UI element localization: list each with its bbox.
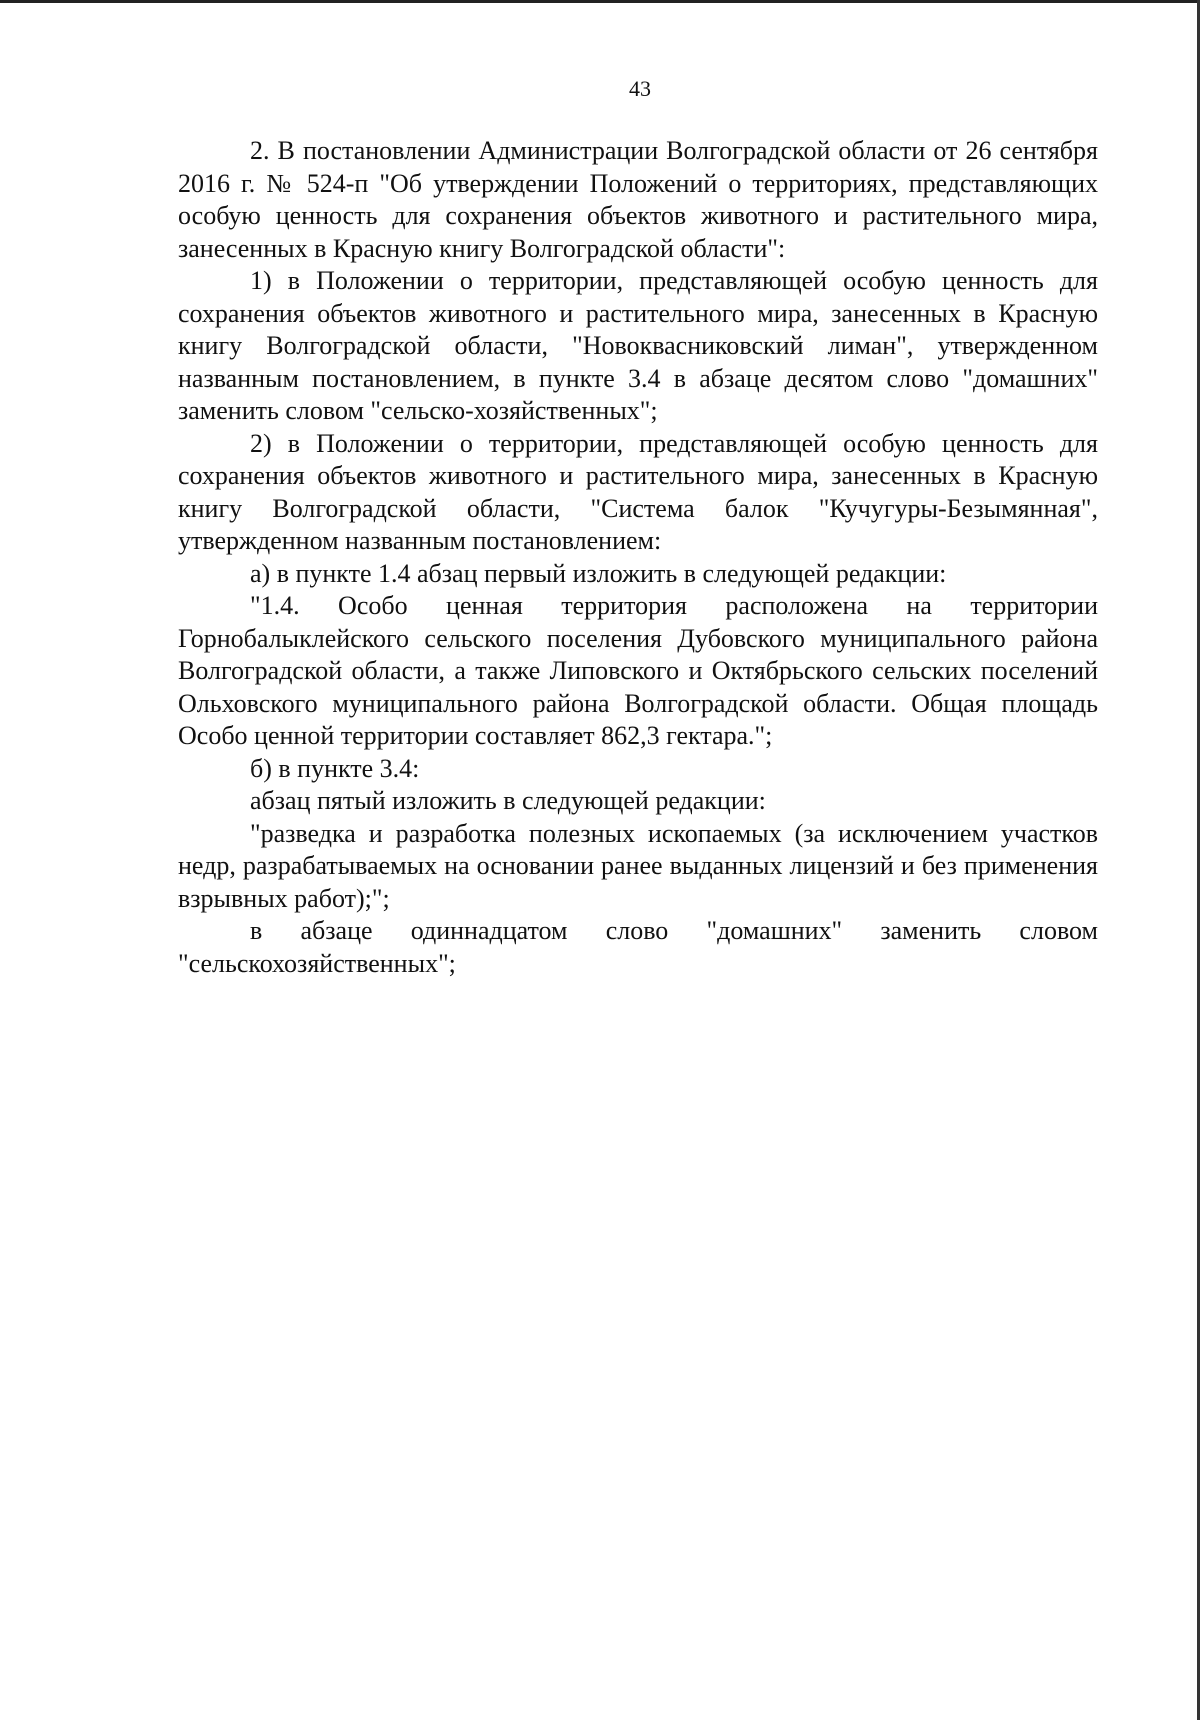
scan-top-edge	[0, 0, 1200, 3]
paragraph-item-2: 2) в Положении о территории, представляющей особую ценность для сохранения объектов животного и растительного мира, занесенных в Красную книгу Волгоградской области, "Система балок "Кучугуры-Безымянная", утвержденном названным постановлением:	[178, 428, 1098, 555]
paragraph-subitem-a: а) в пункте 1.4 абзац первый изложить в следующей редакции:	[250, 558, 947, 588]
paragraph-amendment-intro: 2. В постановлении Администрации Волгоградской области от 26 сентября 2016 г. № 524-п "Об утверждении Положений о территориях, представляющих особую ценность для сохранения объектов животного и растительного мира, занесенных в Красную книгу Волгоградской области":	[178, 136, 1098, 263]
paragraph-subitem-b: б) в пункте 3.4:	[250, 753, 420, 783]
paragraph-quoted-1-4: "1.4. Особо ценная территория расположена на территории Горнобалыклейского сельского поселения Дубовского муниципального района Волгоградской области, а также Липовского и Октябрьского сельских поселений Ольховского муниципального района Волгоградской области. Общая площадь Особо ценной территории составляет 862,3 гектара.";	[178, 591, 1098, 750]
paragraph-fifth-abzac: абзац пятый изложить в следующей редакции:	[250, 786, 766, 815]
paragraph-quoted-exploration: "разведка и разработка полезных ископаемых (за исключением участков недр, разрабатываемых на основании ранее выданных лицензий и без применения взрывных работ);";	[178, 818, 1098, 913]
document-body	[178, 135, 1098, 980]
paragraph-item-1: 1) в Положении о территории, представляющей особую ценность для сохранения объектов животного и растительного мира, занесенных в Красную книгу Волгоградской области, "Новоквасниковский лиман", утвержденном названным постановлением, в пункте 3.4 в абзаце десятом слово "домашних" заменить словом "сельско-хозяйственных";	[178, 266, 1098, 425]
paragraph-eleventh-abzac: в абзаце одиннадцатом слово "домашних" заменить словом "сельскохозяйственных";	[178, 916, 1098, 978]
page-number: 43	[629, 76, 651, 101]
